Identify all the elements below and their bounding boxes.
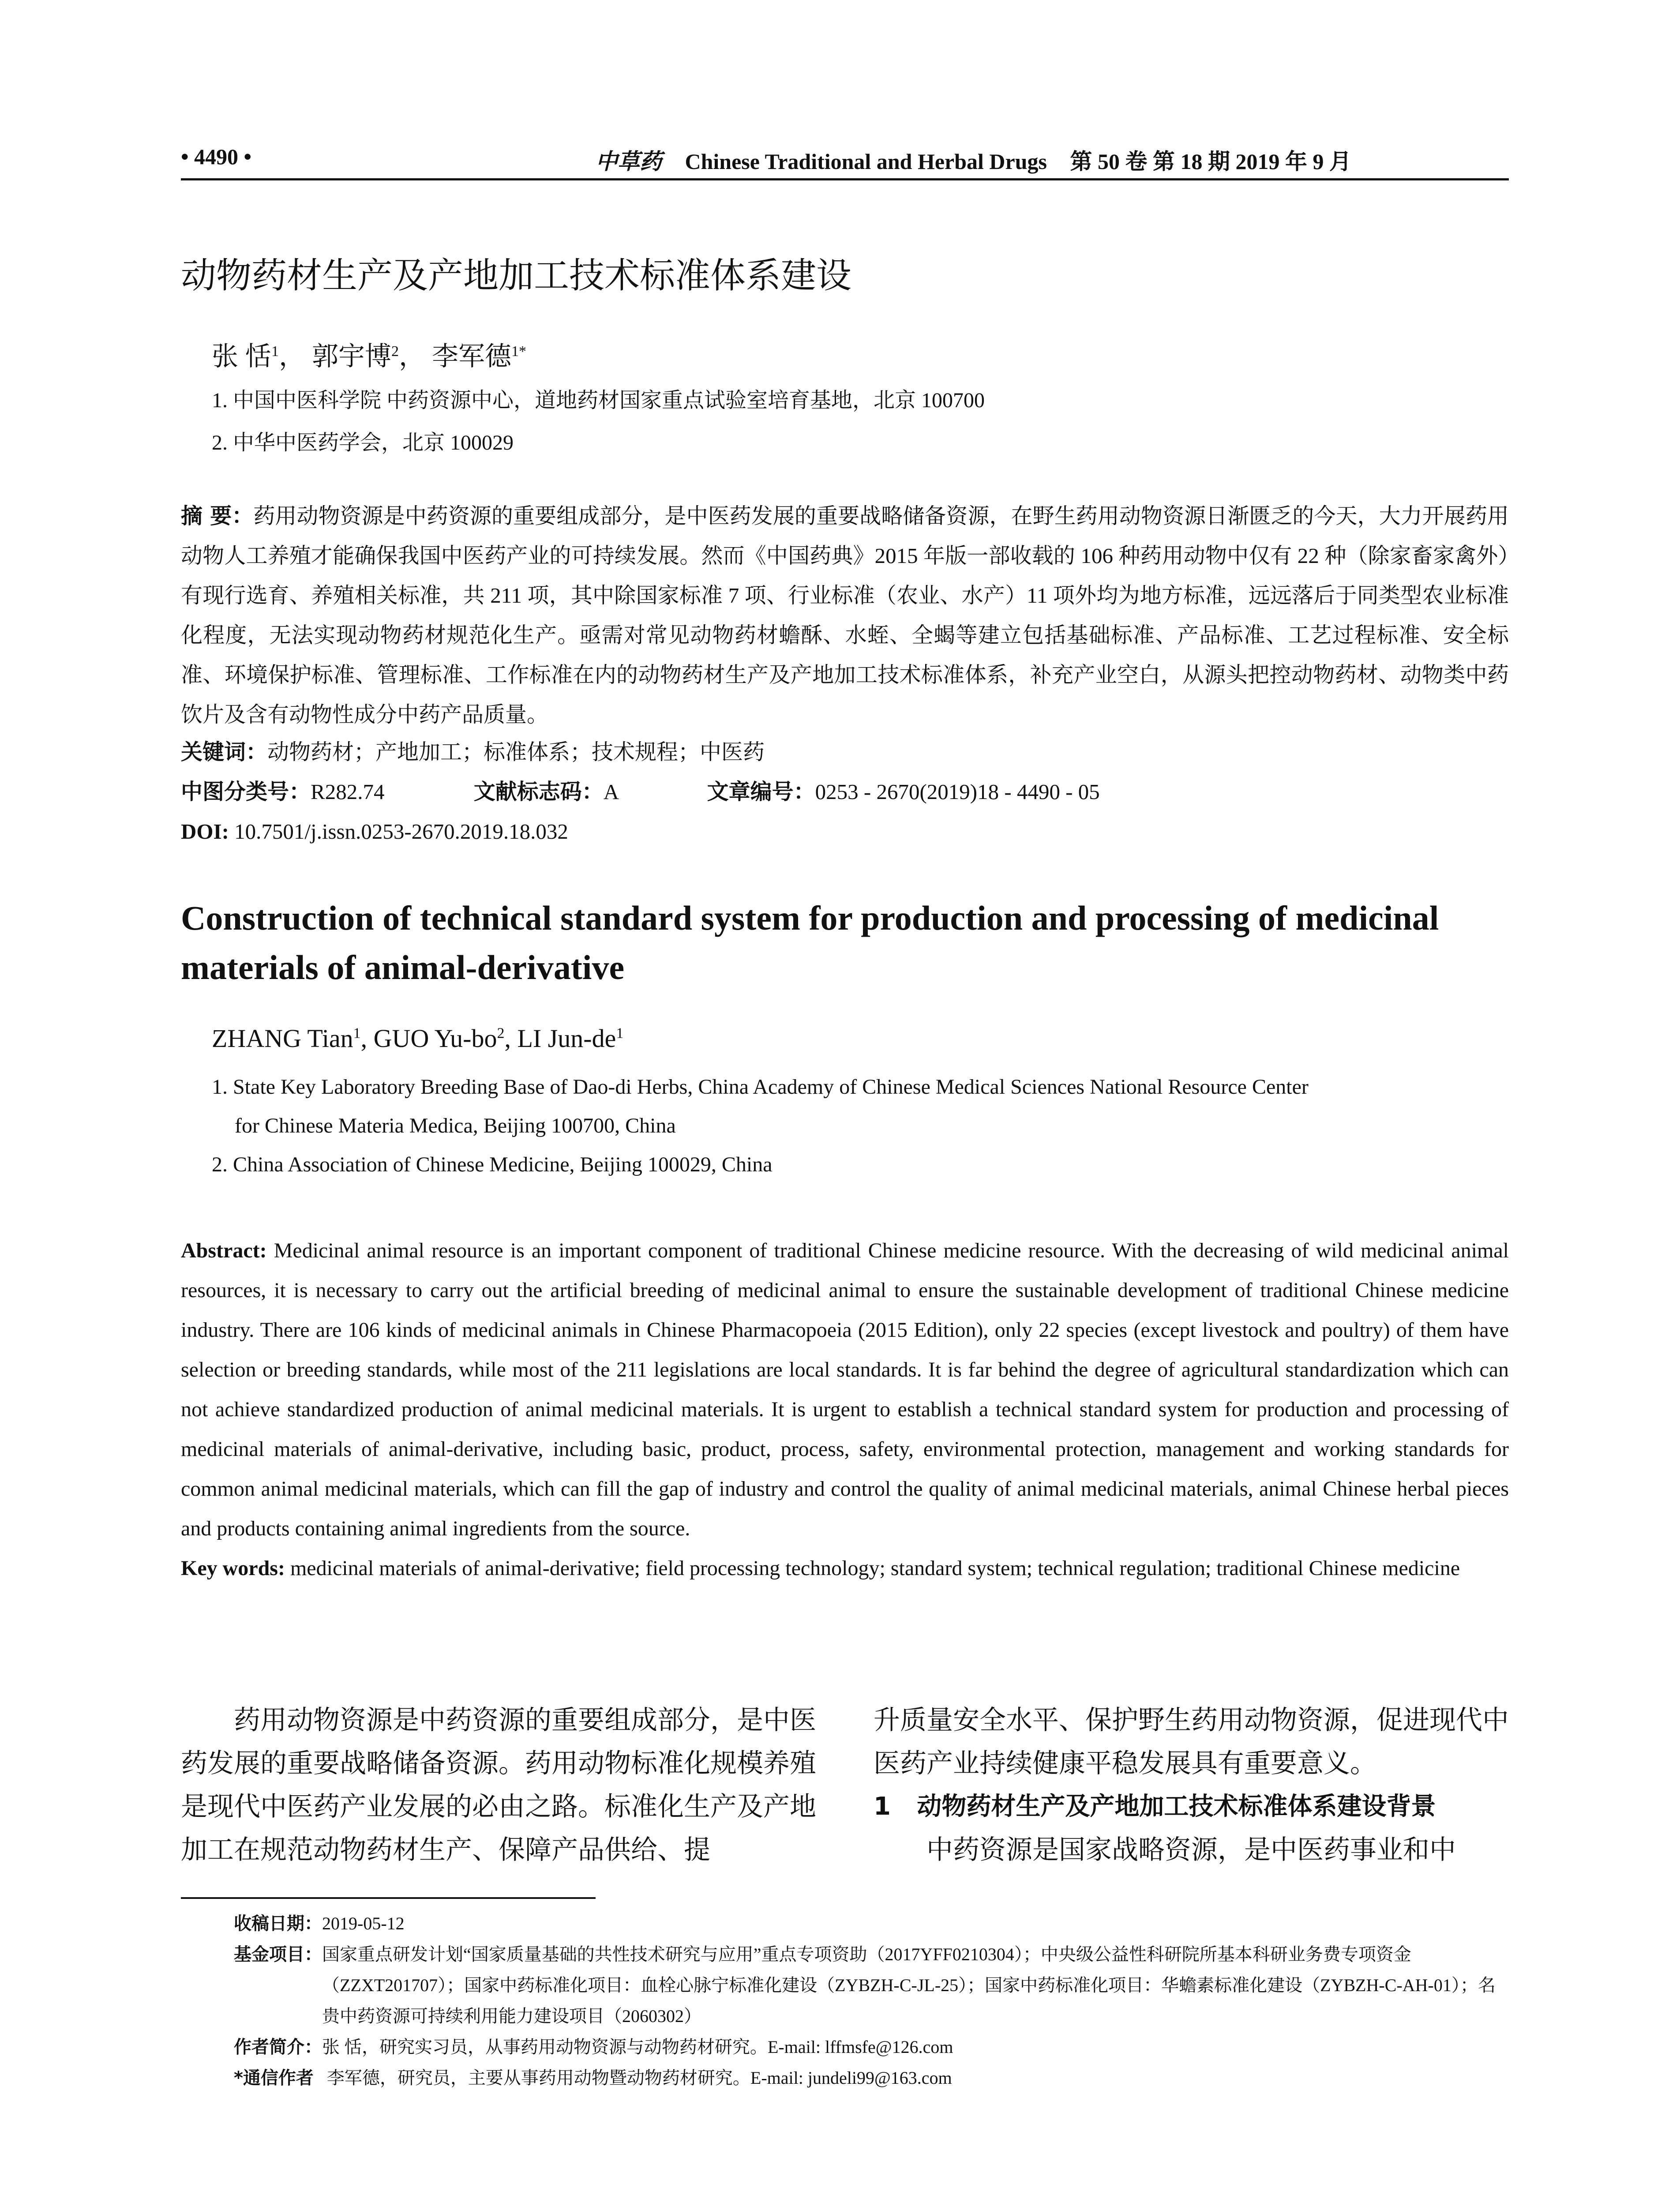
corresponding-value: 李军德，研究员，主要从事药用动物暨动物药材研究。E-mail: jundeli99@163.com [326,2068,952,2088]
abstract-cn [181,496,1509,735]
footnote-fund [234,1939,1509,2032]
footnote-received [234,1908,1509,1939]
author-en-1: ZHANG Tian [212,1024,353,1053]
author-cn-2-sup: 2 [391,343,399,360]
received-label: 收稿日期： [234,1913,322,1934]
author-bio-value: 张 恬，研究实习员，从事药用动物资源与动物药材研究。E-mail: lffmsfe@126.com [322,2037,953,2057]
doi-line [181,812,1509,852]
abstract-en [181,1231,1509,1588]
section-1-paragraph: 中药资源是国家战略资源，是中医药事业和中 [926,1835,1456,1865]
affiliation-en-2: 2. China Association of Chinese Medicine, Beijing 100029, China [212,1153,772,1176]
author-bio-label: 作者简介： [234,2037,322,2057]
running-header [181,140,1509,180]
body-column-right [874,1699,1509,1872]
author-en-3-sup: 1 [616,1025,624,1042]
footnotes [234,1908,1509,2093]
section-title: 动物药材生产及产地加工技术标准体系建设背景 [917,1792,1436,1821]
clc-value: R282.74 [311,780,385,804]
affiliations-cn [212,379,985,464]
affiliation-cn-2: 2. 中华中医药学会，北京 100029 [212,431,514,454]
section-heading-1 [874,1785,1509,1828]
abstract-en-label: Abstract: [181,1239,267,1262]
classification-line [181,772,1509,812]
keywords-en-text: medicinal materials of animal-derivative; field processing technology; standard system; technical regulation; traditional Chinese medicine [290,1557,1460,1580]
clc-label: 中图分类号： [181,779,311,804]
body-column-left [181,1699,816,1872]
footnote-corresponding [234,2063,1509,2093]
doi-label: DOI: [181,819,229,844]
abstract-cn-text: 药用动物资源是中药资源的重要组成部分，是中医药发展的重要战略储备资源，在野生药用动物资源日渐匮乏的今天，大力开展药用动物人工养殖才能确保我国中医药产业的可持续发展。然而《中国药典》2015 年版一部收载的 106 种药用动物中仅有 22 种（除家畜家禽外）有现行选育、养殖相关标准，共 211 项，其中除国家标准 7 项、行业标准（农业、水产）11 项外均为地方标准，远远落后于同类型农业标准化程度，无法实现动物药材规范化生产。亟需对常见动物药材蟾酥、水蛭、全蝎等建立包括基础标准、产品标准、工艺过程标准、安全标准、环境保护标准、管理标准、工作标准在内的动物药材生产及产地加工技术标准体系，补充产业空白，从源头把控动物药材、动物类中药饮片及含有动物性成分中药产品质量。 [181,504,1509,727]
affiliations-en [212,1068,1518,1184]
journal-logo: 中草药 [596,149,662,174]
author-cn-1-sup: 1 [271,343,279,360]
title-cn: 动物药材生产及产地加工技术标准体系建设 [181,255,851,296]
author-cn-3: 李军德 [432,342,511,371]
affiliation-en-1b: for Chinese Materia Medica, Beijing 100700, China [235,1114,676,1137]
affiliation-en-1a: 1. State Key Laboratory Breeding Base of Dao-di Herbs, China Academy of Chinese Medical Sciences National Resource Center [212,1075,1309,1099]
footnote-author [234,2032,1509,2063]
keywords-en [181,1549,1509,1588]
author-en-1-sup: 1 [353,1025,361,1042]
abstract-en-text: Medicinal animal resource is an important component of traditional Chinese medicine resource. With the decreasing of wild medicinal animal resources, it is necessary to carry out the artificial breeding of medicinal animal to ensure the sustainable development of traditional Chinese medicine industry. There are 106 kinds of medicinal animals in Chinese Pharmacopoeia (2015 Edition), only 22 species (except livestock and poultry) of them have selection or breeding standards, while most of the 211 legislations are local standards. It is far behind the degree of agricultural standardization which can not achieve standardized production of animal medicinal materials. It is urgent to establish a technical standard system for production and processing of medicinal materials of animal-derivative, including basic, product, process, safety, environmental protection, management and working standards for common animal medicinal materials, which can fill the gap of industry and control the quality of animal medicinal materials, animal Chinese herbal pieces and products containing animal ingredients from the source. [181,1239,1509,1540]
article-number-label: 文章编号： [707,779,815,804]
author-en-3: LI Jun-de [517,1024,616,1053]
page-number: • 4490 • [181,144,252,169]
doi-value[interactable]: 10.7501/j.issn.0253-2670.2019.18.032 [234,819,568,844]
author-cn-3-sup: 1* [511,343,526,360]
abstract-cn-label: 摘 要： [181,503,254,529]
body-paragraph-1-continued: 升质量安全水平、保护野生药用动物资源，促进现代中医药产业持续健康平稳发展具有重要意义。 [874,1706,1509,1778]
body-paragraph-1: 药用动物资源是中药资源的重要组成部分，是中医药发展的重要战略储备资源。药用动物标准化规模养殖是现代中医药产业发展的必由之路。标准化生产及产地加工在规范动物药材生产、保障产品供给、提 [181,1706,816,1865]
author-cn-1: 张 恬 [212,342,271,371]
keywords-cn-text: 动物药材；产地加工；标准体系；技术规程；中医药 [267,740,765,764]
received-value: 2019-05-12 [322,1913,405,1933]
keywords-cn-label: 关键词： [181,739,268,765]
header-rule [181,178,1509,180]
keywords-en-label: Key words: [181,1557,285,1580]
article-number-value: 0253 - 2670(2019)18 - 4490 - 05 [815,780,1100,804]
title-en: Construction of technical standard system for production and processing of medicinal materials of animal-derivative [181,899,1439,987]
journal-line [596,144,1351,176]
journal-issue: 第 50 卷 第 18 期 2019 年 9 月 [1070,149,1351,174]
doc-code-value: A [603,780,618,804]
authors-cn: 张 恬$^1$， 郭宇博$^2$， 李军德$^{1*}$ [212,342,526,371]
journal-name: Chinese Traditional and Herbal Drugs [685,149,1047,174]
affiliation-cn-1: 1. 中国中医科学院 中药资源中心，道地药材国家重点试验室培育基地，北京 100700 [212,389,985,412]
footnote-rule [181,1897,596,1899]
authors-en: ZHANG Tian$^1$, GUO $Yu-bo^2$, LI Jun-$de^1$ [212,1024,624,1053]
fund-value: 国家重点研发计划“国家质量基础的共性技术研究与应用”重点专项资助（2017YFF0210304）；中央级公益性科研院所基本科研业务费专项资金（ZZXT201707）；国家中药标准化项目：血栓心脉宁标准化建设（ZYBZH-C-JL-25）；国家中药标准化项目：华蟾素标准化建设（ZYBZH-C-AH-01）；名贵中药资源可持续利用能力建设项目（2060302） [322,1944,1496,2026]
author-cn-2: 郭宇博 [312,342,391,371]
keywords-cn [181,732,1509,772]
author-en-2-sup: 2 [497,1025,505,1042]
fund-label: 基金项目： [234,1944,322,1965]
author-en-2: GUO Yu-bo [373,1024,497,1053]
section-number: 1 [874,1792,891,1821]
metadata-cn [181,732,1509,852]
corresponding-label: *通信作者 [234,2068,314,2088]
abstract-en-paragraph [181,1231,1509,1549]
doc-code-label: 文献标志码： [473,779,604,804]
